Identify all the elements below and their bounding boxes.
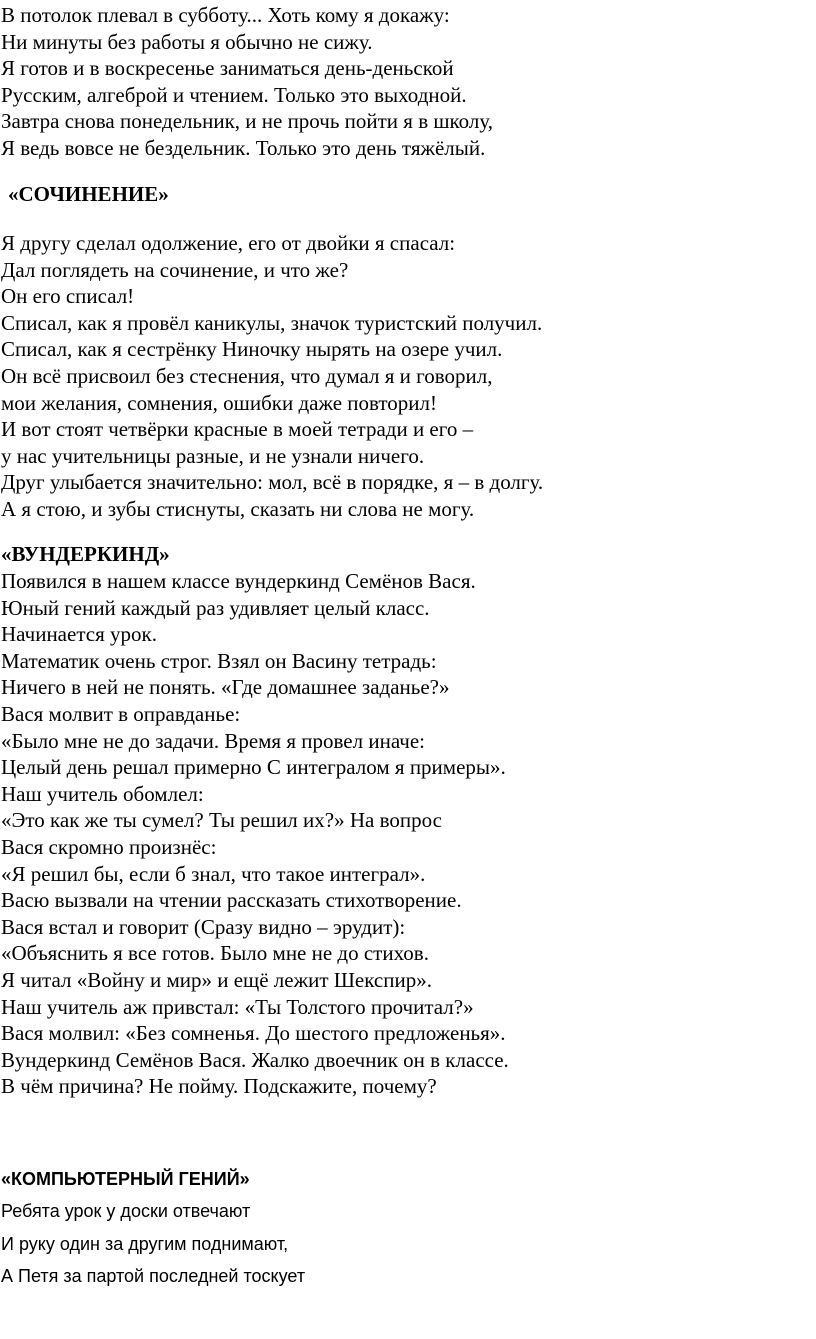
poem-line: Васю вызвали на чтении рассказать стихотворение. [1, 888, 462, 913]
poem-line: Ни минуты без работы я обычно не сижу. [1, 29, 373, 54]
poem-line: Я ведь вовсе не бездельник. Только это день тяжёлый. [1, 135, 486, 160]
poem-line: Вундеркинд Семёнов Вася. Жалко двоечник он в классе. [1, 1047, 509, 1072]
poem-line: Вася скромно произнёс: [1, 834, 217, 859]
poem-line: «Было мне не до задачи. Время я провел иначе: [1, 728, 426, 753]
poem-line: Русским, алгеброй и чтением. Только это выходной. [1, 82, 467, 107]
poem-title-vunderkind: «ВУНДЕРКИНД» [1, 542, 170, 566]
poem-line: «Я решил бы, если б знал, что такое интеграл». [1, 861, 426, 886]
poem-stanza-saturday [1, 2, 493, 162]
poem-line: И вот стоят четвёрки красные в моей тетради и его – [1, 417, 474, 442]
poem-line: Наш учитель аж привстал: «Ты Толстого прочитал?» [1, 994, 474, 1019]
poem-line: Математик очень строг. Взял он Васину тетрадь: [1, 648, 437, 673]
poem-line: Начинается урок. [1, 622, 157, 647]
poem-line: Дал поглядеть на сочинение, и что же? [1, 257, 349, 282]
poem-line: Юный гений каждый раз удивляет целый класс. [1, 595, 430, 620]
poem-line: Я другу сделал одолжение, его от двойки я спасал: [1, 231, 456, 255]
poem-line: Списал, как я сестрёнку Ниночку нырять на озере учил. [1, 337, 503, 362]
poem-line: Завтра снова понедельник, и не прочь пойти я в школу, [1, 109, 494, 134]
poem-title-sochinenie: «СОЧИНЕНИЕ» [8, 182, 169, 206]
poem-line: А я стою, и зубы стиснуты, сказать ни слова не могу. [1, 496, 475, 521]
poem-body-kompyuterny-geniy [1, 1195, 305, 1293]
poem-line: В чём причина? Не пойму. Подскажите, почему? [1, 1074, 437, 1099]
poem-line: Он всё присвоил без стеснения, что думал я и говорил, [1, 363, 493, 388]
poem-line: В потолок плевал в субботу... Хоть кому я докажу: [1, 3, 450, 27]
poem-line: Вася молвил: «Без сомненья. До шестого предложенья». [1, 1021, 506, 1046]
poem-line: И руку один за другим поднимают, [1, 1233, 289, 1254]
poem-line: Целый день решал примерно С интегралом я примеры». [1, 755, 506, 780]
poem-title-kompyuterny-geniy: «КОМПЬЮТЕРНЫЙ ГЕНИЙ» [1, 1169, 250, 1189]
poem-line: мои желания, сомнения, ошибки даже повторил! [1, 390, 438, 415]
poem-line: Наш учитель обомлел: [1, 781, 204, 806]
poem-line: Вася встал и говорит (Сразу видно – эрудит): [1, 914, 406, 939]
poem-line: Он его списал! [1, 284, 135, 309]
poem-line: «Объяснить я все готов. Было мне не до стихов. [1, 941, 429, 966]
poem-body-vunderkind [1, 568, 509, 1100]
poem-line: Друг улыбается значительно: мол, всё в порядке, я – в долгу. [1, 470, 544, 495]
poem-line: Я читал «Войну и мир» и ещё лежит Шекспир». [1, 967, 432, 992]
poem-line: Списал, как я провёл каникулы, значок туристский получил. [1, 310, 543, 335]
poem-line: А Петя за партой последней тоскует [1, 1266, 306, 1286]
poem-line: «Это как же ты сумел? Ты решил их?» На вопрос [1, 808, 442, 833]
poem-line: Я готов и в воскресенье заниматься день-деньской [1, 56, 454, 81]
poem-line: Вася молвит в оправданье: [1, 701, 241, 726]
poem-line: у нас учительницы разные, и не узнали ничего. [1, 443, 425, 468]
poem-line: Ребята урок у доски отвечают [1, 1201, 251, 1221]
poem-line: Появился в нашем классе вундеркинд Семёнов Вася. [1, 569, 476, 593]
poem-body-sochinenie [1, 230, 543, 523]
poem-line: Ничего в ней не понять. «Где домашнее заданье?» [1, 675, 450, 700]
